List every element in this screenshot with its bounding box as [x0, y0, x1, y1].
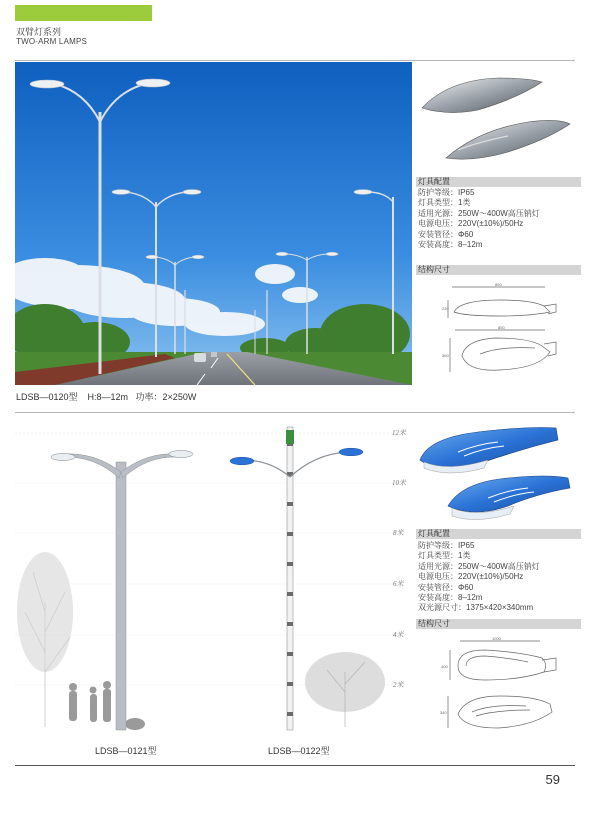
- spec-item: 防护等级：IP65: [418, 188, 475, 197]
- height-label-4m: 4米: [393, 631, 404, 639]
- lamp-head-silver-render: [418, 70, 578, 170]
- dim-label-width: 340: [440, 710, 447, 715]
- spec-list-1: [418, 188, 540, 250]
- top-divider: [15, 60, 575, 61]
- dim-label-height: 400: [441, 664, 448, 669]
- spec-item: 电源电压：220V(±10%)/50Hz: [418, 572, 524, 582]
- caption-ldsb-0120: LDSB—0120型 H:8—12m 功率：2×250W: [16, 392, 197, 402]
- caption-ldsb-0122: LDSB—0122型: [268, 746, 330, 756]
- spec-item: 安装管径：Φ60: [418, 582, 474, 592]
- spec-list-2: [418, 541, 540, 614]
- spec-item: 安装高度：8–12m: [418, 593, 483, 603]
- dimension-heading-2: 结构尺寸: [416, 619, 581, 629]
- dim-label-length: 1000: [492, 636, 501, 641]
- pole-elevation-drawing: [15, 422, 412, 737]
- spec-item: 防护等级：IP65: [418, 541, 475, 550]
- spec-item: 适用光源：250W～400W高压钠灯: [418, 561, 540, 571]
- height-label-10m: 10米: [392, 479, 406, 487]
- series-title-cn: 双臂灯系列: [16, 27, 62, 37]
- lamp-head-blue-render: [418, 420, 578, 525]
- dim-label-length2: 850: [498, 325, 505, 330]
- series-title-en: TWO-ARM LAMPS: [16, 37, 88, 46]
- header-accent-bar: [15, 5, 152, 21]
- spec-item: 安装管径：Φ60: [418, 229, 474, 239]
- page-number: 59: [545, 772, 560, 787]
- caption-ldsb-0121: LDSB—0121型: [95, 746, 157, 756]
- spec-item: 灯具类型：1类: [418, 198, 471, 208]
- spec-item: 适用光源：250W～400W高压钠灯: [418, 208, 540, 218]
- dimension-drawing-2: [440, 636, 575, 736]
- dim-label-height: 220: [442, 306, 449, 311]
- spec-item: 安装高度：8–12m: [418, 240, 483, 250]
- height-label-6m: 6米: [393, 580, 404, 588]
- dim-label-length: 850: [495, 282, 502, 287]
- dimension-heading-1: 结构尺寸: [416, 265, 581, 275]
- spec-item: 双光源尺寸：1375×420×340mm: [418, 603, 534, 613]
- spec-heading-2: 灯具配置: [416, 529, 581, 539]
- middle-divider: [15, 412, 575, 413]
- spec-item: 电源电压：220V(±10%)/50Hz: [418, 219, 524, 229]
- dim-label-width: 360: [442, 353, 449, 358]
- dimension-drawing-1: [440, 282, 575, 377]
- spec-heading-1: 灯具配置: [416, 177, 581, 187]
- height-label-12m: 12米: [392, 429, 406, 437]
- footer-divider: [15, 765, 575, 766]
- height-label-8m: 8米: [393, 529, 404, 537]
- street-photo-ldsb-0120: [15, 62, 412, 385]
- spec-item: 灯具类型：1类: [418, 551, 471, 561]
- height-label-2m: 2米: [393, 681, 404, 689]
